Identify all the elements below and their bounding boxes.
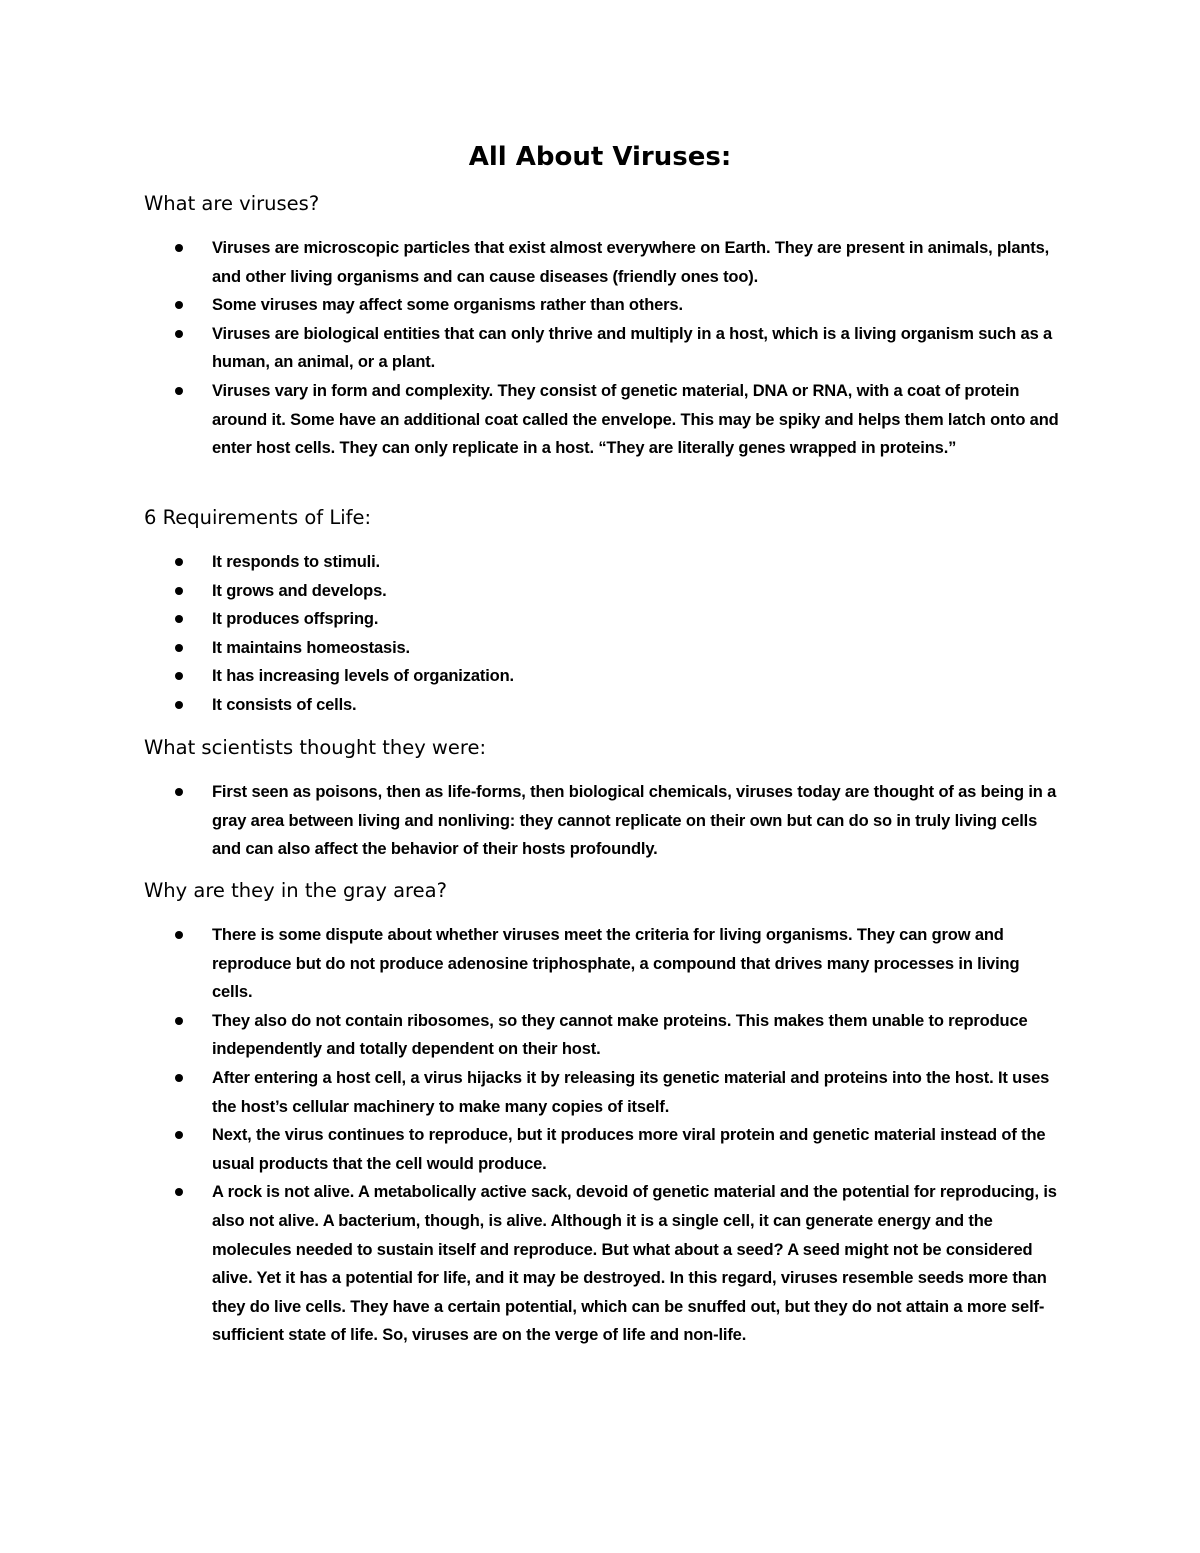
- bullet-icon: [175, 672, 183, 680]
- section-heading-gray-area: Why are they in the gray area?: [144, 879, 447, 902]
- bullet-icon: [175, 788, 183, 796]
- bullet-icon: [175, 244, 183, 252]
- list-item: First seen as poisons, then as life-forms, then biological chemicals, viruses today are thought of as being in a gray area between living and nonliving: they cannot replicate on their own but can do so in truly living cells and can also affect the behavior of their hosts profoundly.: [0, 778, 1064, 864]
- list-item: It responds to stimuli.: [0, 548, 1064, 577]
- bullet-icon: [175, 1131, 183, 1139]
- list-item: Viruses vary in form and complexity. They consist of genetic material, DNA or RNA, with a coat of protein around it. Some have an additional coat called the envelope. This may be spiky and helps them latch onto and enter host cells. They can only replicate in a host. “They are literally genes wrapped in proteins.”: [0, 377, 1064, 463]
- bullet-icon: [175, 701, 183, 709]
- bullet-icon: [175, 1017, 183, 1025]
- bullet-icon: [175, 387, 183, 395]
- section-heading-what-are-viruses: What are viruses?: [144, 192, 320, 215]
- list-item: It consists of cells.: [0, 691, 1064, 720]
- bullet-icon: [175, 330, 183, 338]
- document-title: All About Viruses:: [468, 142, 732, 172]
- list-requirements-of-life: [0, 548, 1064, 720]
- section-heading-what-scientists-thought: What scientists thought they were:: [144, 736, 487, 759]
- bullet-icon: [175, 1074, 183, 1082]
- list-what-are-viruses: [0, 234, 1064, 463]
- bullet-icon: [175, 558, 183, 566]
- list-item: It produces offspring.: [0, 605, 1064, 634]
- bullet-icon: [175, 301, 183, 309]
- list-item: A rock is not alive. A metabolically active sack, devoid of genetic material and the potential for reproducing, is also not alive. A bacterium, though, is alive. Although it is a single cell, it can generate energy and the molecules needed to sustain itself and reproduce. But what about a seed? A seed might not be considered alive. Yet it has a potential for life, and it may be destroyed. In this regard, viruses resemble seeds more than they do live cells. They have a certain potential, which can be snuffed out, but they do not attain a more self-sufficient state of life. So, viruses are on the verge of life and non-life.: [0, 1178, 1064, 1350]
- list-item: It maintains homeostasis.: [0, 634, 1064, 663]
- bullet-icon: [175, 615, 183, 623]
- list-item: It has increasing levels of organization.: [0, 662, 1064, 691]
- list-gray-area: [0, 921, 1064, 1350]
- section-heading-requirements-of-life: 6 Requirements of Life:: [144, 506, 372, 529]
- bullet-icon: [175, 1188, 183, 1196]
- bullet-icon: [175, 587, 183, 595]
- list-item: Next, the virus continues to reproduce, but it produces more viral protein and genetic material instead of the usual products that the cell would produce.: [0, 1121, 1064, 1178]
- list-item: There is some dispute about whether viruses meet the criteria for living organisms. They can grow and reproduce but do not produce adenosine triphosphate, a compound that drives many processes in living cells.: [0, 921, 1064, 1007]
- list-what-scientists-thought: [0, 778, 1064, 864]
- list-item: It grows and develops.: [0, 577, 1064, 606]
- list-item: Some viruses may affect some organisms rather than others.: [0, 291, 1064, 320]
- list-item: They also do not contain ribosomes, so they cannot make proteins. This makes them unable to reproduce independently and totally dependent on their host.: [0, 1007, 1064, 1064]
- bullet-icon: [175, 644, 183, 652]
- list-item: After entering a host cell, a virus hijacks it by releasing its genetic material and proteins into the host. It uses the host’s cellular machinery to make many copies of itself.: [0, 1064, 1064, 1121]
- bullet-icon: [175, 931, 183, 939]
- list-item: Viruses are microscopic particles that exist almost everywhere on Earth. They are present in animals, plants, and other living organisms and can cause diseases (friendly ones too).: [0, 234, 1064, 291]
- list-item: Viruses are biological entities that can only thrive and multiply in a host, which is a living organism such as a human, an animal, or a plant.: [0, 320, 1064, 377]
